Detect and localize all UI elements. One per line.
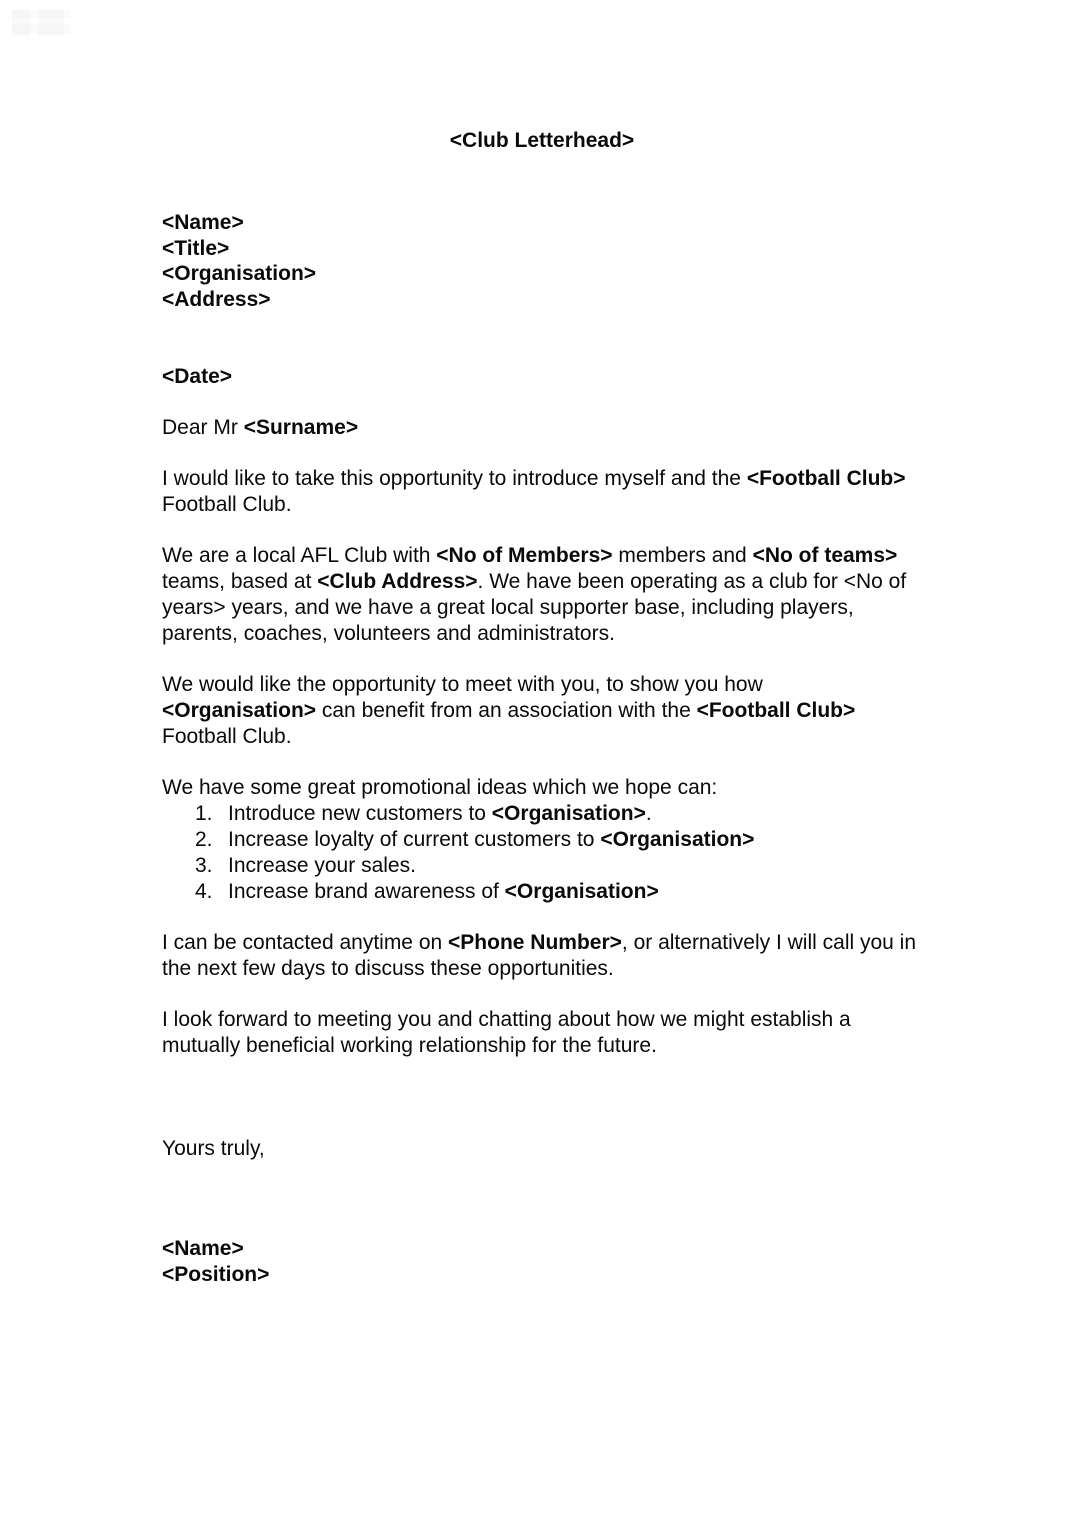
list-item-organisation-placeholder: <Organisation> bbox=[600, 827, 755, 851]
paragraph-contact-text-1: I can be contacted anytime on bbox=[162, 930, 449, 954]
addressee-name: <Name> bbox=[162, 211, 244, 234]
salutation-surname-placeholder: <Surname> bbox=[243, 415, 359, 439]
paragraph-about-text-5: years, and we have a great local supporter base, including players, parents, coaches, volunteers and administrators. bbox=[162, 595, 854, 645]
paragraph-contact bbox=[162, 930, 922, 982]
list-item-text-1: Increase brand awareness of bbox=[228, 879, 505, 903]
list-item-text-2: . bbox=[645, 801, 652, 825]
paragraph-about-text-1: We are a local AFL Club with bbox=[162, 543, 437, 567]
letter-content bbox=[162, 0, 922, 1287]
paragraph-meeting-text-2: can benefit from an association with the bbox=[316, 698, 697, 722]
addressee-organisation: <Organisation> bbox=[162, 262, 317, 286]
paragraph-about-text-4: . We have been operating as a club for bbox=[477, 569, 844, 593]
paragraph-about-address-placeholder: <Club Address> bbox=[317, 569, 478, 593]
list-item bbox=[162, 827, 922, 853]
paragraph-intro-club-placeholder: <Football Club> bbox=[746, 466, 906, 490]
salutation-greeting: Dear Mr bbox=[162, 415, 244, 439]
list-item-text-1: Increase loyalty of current customers to bbox=[228, 827, 601, 851]
paragraph-intro-text-2: Football Club. bbox=[162, 492, 292, 516]
promotional-ideas-intro: We have some great promotional ideas which we hope can: bbox=[162, 775, 718, 799]
salutation-line bbox=[162, 415, 922, 441]
list-item-text-1: Increase your sales. bbox=[228, 853, 416, 877]
list-item bbox=[162, 801, 922, 827]
signoff-line: Yours truly, bbox=[162, 1136, 265, 1160]
club-letterhead-title: <Club Letterhead> bbox=[449, 129, 635, 152]
date-placeholder: <Date> bbox=[162, 364, 233, 388]
paragraph-about-members-placeholder: <No of Members> bbox=[436, 543, 613, 567]
paragraph-closing: I look forward to meeting you and chatting about how we might establish a mutually beneficial working relationship for the future. bbox=[162, 1007, 851, 1057]
signature-name: <Name> bbox=[162, 1236, 244, 1260]
list-item-number: 3. bbox=[195, 853, 213, 877]
paragraph-about-club bbox=[162, 543, 922, 647]
addressee-block bbox=[162, 210, 922, 313]
list-item bbox=[162, 853, 922, 879]
paragraph-intro bbox=[162, 466, 922, 518]
list-item-number: 4. bbox=[195, 879, 213, 903]
list-item-organisation-placeholder: <Organisation> bbox=[491, 801, 646, 825]
paragraph-meeting-request bbox=[162, 672, 922, 750]
paragraph-meeting-organisation-placeholder: <Organisation> bbox=[162, 698, 317, 722]
list-item bbox=[162, 879, 922, 905]
list-item-number: 2. bbox=[195, 827, 213, 851]
signature-block bbox=[162, 1236, 922, 1287]
promotional-ideas-list bbox=[162, 801, 922, 905]
scan-artifact bbox=[12, 10, 70, 36]
paragraph-contact-phone-placeholder: <Phone Number> bbox=[448, 930, 622, 954]
addressee-address: <Address> bbox=[162, 288, 271, 312]
paragraph-meeting-club-placeholder: <Football Club> bbox=[696, 698, 856, 722]
signature-position: <Position> bbox=[162, 1262, 270, 1286]
paragraph-about-text-2: members and bbox=[612, 543, 753, 567]
paragraph-contact-text-2: , or alternatively I will call you in the next few days to discuss these opportunities. bbox=[162, 930, 917, 980]
list-item-number: 1. bbox=[195, 801, 213, 825]
addressee-title: <Title> bbox=[162, 236, 230, 260]
paragraph-about-text-3: teams, based at bbox=[162, 569, 318, 593]
paragraph-meeting-text-3: Football Club. bbox=[162, 724, 292, 748]
paragraph-meeting-text-1: We would like the opportunity to meet with you, to show you how bbox=[162, 672, 763, 696]
paragraph-intro-text-1: I would like to take this opportunity to introduce myself and the bbox=[162, 466, 747, 490]
list-item-text-1: Introduce new customers to bbox=[228, 801, 492, 825]
paragraph-about-teams-placeholder: <No of teams> bbox=[752, 543, 898, 567]
paragraph-about-years-placeholder: <No of years> bbox=[162, 569, 907, 619]
list-item-organisation-placeholder: <Organisation> bbox=[504, 879, 659, 903]
